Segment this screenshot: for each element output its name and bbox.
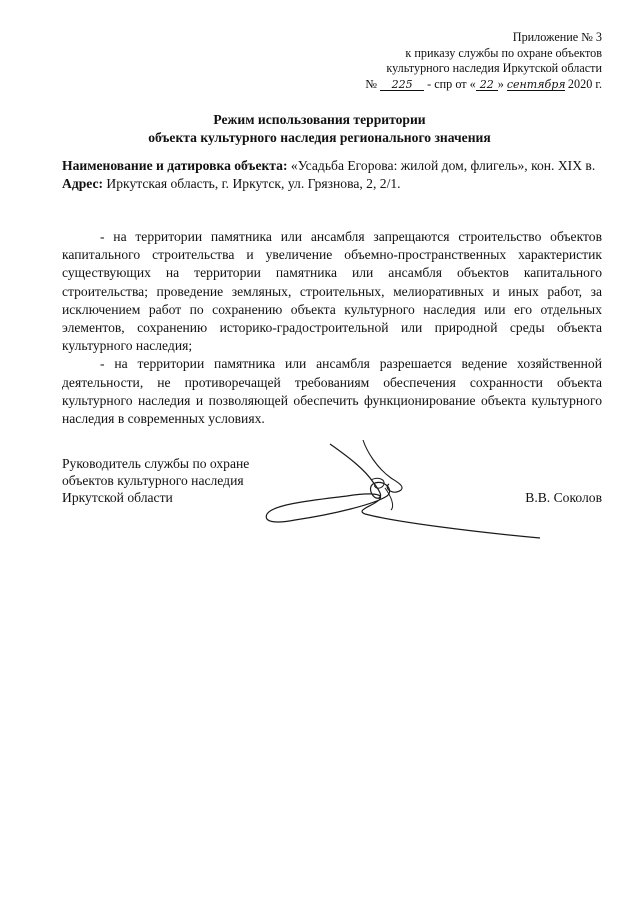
position-line-2: объектов культурного наследия	[62, 473, 244, 488]
object-address	[62, 175, 602, 193]
order-suffix: - спр от «	[427, 76, 476, 91]
regime-text	[62, 228, 602, 428]
order-day: 22	[476, 79, 498, 91]
object-name-label: Наименование и датировка объекта:	[62, 158, 288, 173]
order-month: сентября	[506, 77, 566, 91]
signer-name: В.В. Соколов	[525, 490, 602, 505]
position-line-1: Руководитель службы по охране	[62, 456, 250, 471]
day-close-quote: »	[497, 76, 504, 91]
object-address-label: Адрес:	[62, 176, 104, 191]
position-line-3: Иркутской области	[62, 490, 173, 505]
object-address-value: Иркутская область, г. Иркутск, ул. Грязнова, 2, 2/1.	[106, 176, 401, 191]
object-name	[62, 157, 602, 175]
title-line-2: объекта культурного наследия регионального значения	[148, 130, 491, 145]
document-title	[40, 111, 599, 147]
paragraph-prohibited: - на территории памятника или ансамбля запрещаются строительство объектов капитального строительства и увеличение объемно-пространственных характеристик существующих на территории памятника или ансамбля объектов капитального строительства; проведение земляных, строительных, мелиоративных и иных работ, за исключением работ по сохранению объекта культурного наследия или его отдельных элементов, сохранению историко-градостроительной или природной среды объекта культурного наследия;	[62, 229, 602, 354]
paragraph-permitted: - на территории памятника или ансамбля разрешается ведение хозяйственной деятельности, не противоречащей требованиям обеспечения сохранности объекта культурного наследия и позволяющей обеспечить функционирование объекта культурного наследия в современных условиях.	[62, 356, 602, 427]
appendix-header	[302, 30, 602, 92]
object-info	[62, 157, 602, 193]
order-year: 2020 г.	[567, 76, 602, 91]
order-number-line	[302, 77, 602, 93]
object-name-value: «Усадьба Егорова: жилой дом, флигель», кон. XIX в.	[290, 158, 596, 173]
title-line-1: Режим использования территории	[213, 112, 426, 127]
handwritten-signature	[255, 430, 545, 540]
appendix-line-1: Приложение № 3	[512, 30, 602, 44]
appendix-line-3: культурного наследия Иркутской области	[386, 61, 602, 76]
number-sign: №	[365, 76, 378, 91]
appendix-line-2: к приказу службы по охране объектов	[405, 45, 602, 60]
order-number: 225	[380, 79, 424, 91]
